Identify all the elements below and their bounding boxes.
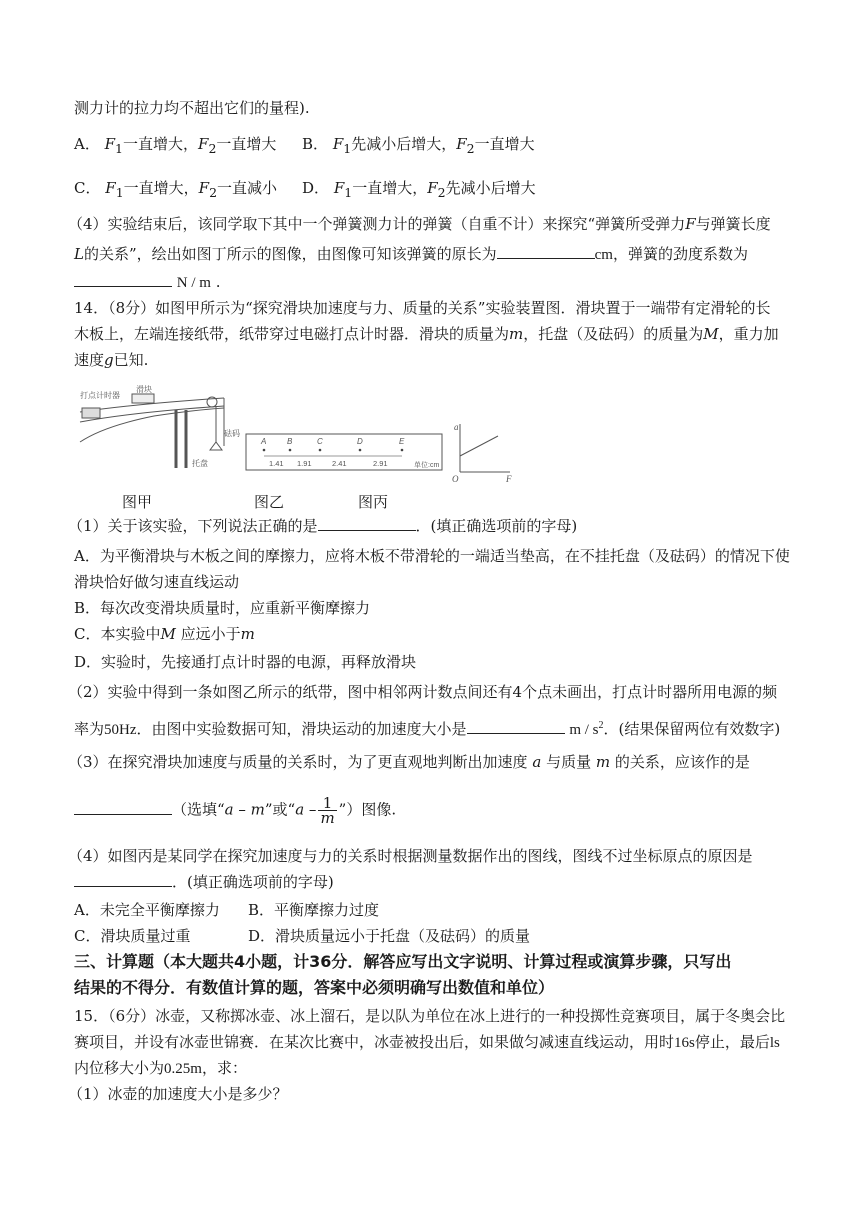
var: M [703, 325, 719, 343]
text: 内位移大小为 [74, 1059, 165, 1077]
option-expression: a – m [224, 800, 265, 819]
tape-distance-label: 1.91 [297, 459, 312, 468]
text: ”）图像. [338, 800, 397, 819]
sub: 1 [115, 141, 123, 156]
tape-distance-label: 1.41 [269, 459, 284, 468]
s4-options-ab [74, 900, 794, 920]
s1-stem [68, 516, 794, 536]
value: 0.25m [164, 1061, 202, 1077]
text: 滑块恰好做匀速直线运动 [74, 573, 240, 591]
text: 木板上，左端连接纸带，纸带穿过电磁打点计时器．滑块的质量为 [74, 325, 510, 343]
tape-distance-label: 2.91 [373, 459, 388, 468]
text-line [74, 98, 794, 118]
text: 结果的不得分．有数值计算的题，答案中必须明确写出数值和单位） [74, 978, 555, 997]
unit: cm [594, 247, 613, 263]
tape-point-label: C [317, 437, 323, 446]
tape-dot [289, 449, 292, 452]
text: 一直增大， [123, 179, 199, 197]
text: ，求： [201, 1059, 247, 1077]
var: F [198, 179, 210, 197]
section-heading-line-2 [74, 978, 794, 998]
s3-line-2 [74, 796, 794, 825]
option-row-ab [74, 134, 794, 159]
s4-line-2 [74, 872, 794, 892]
var: m [595, 753, 611, 771]
var: F [427, 179, 438, 197]
sub: 2 [466, 141, 475, 156]
q4-line-2 [74, 244, 794, 265]
answer-blank[interactable] [74, 272, 172, 287]
a-f-graph [452, 422, 512, 484]
option-label: A． [74, 135, 100, 153]
text: ，弹簧的劲度系数为 [612, 245, 748, 263]
var: M [160, 625, 176, 643]
graph-y-label: a [454, 422, 459, 432]
value: ls [769, 1035, 780, 1051]
s4-options-cd [74, 926, 794, 946]
text: （选填“ [172, 800, 225, 819]
text: ．由图中实验数据可知，滑块运动的加速度大小是 [136, 720, 467, 738]
value: 50Hz [104, 722, 137, 738]
q15-sub-1 [68, 1084, 794, 1104]
text: 的关系，应该作的是 [614, 753, 750, 771]
text: 先减小后增大， [351, 135, 457, 153]
text: 率为 [74, 720, 105, 738]
text: （4）实验结束后，该同学取下其中一个弹簧测力计的弹簧（自重不计）来探究“弹簧所受弹力 [68, 215, 686, 233]
tray-label: 托盘 [192, 459, 208, 468]
numerator: 1 [318, 796, 336, 811]
tape-dot [263, 449, 266, 452]
tape-point-label: E [399, 437, 405, 446]
option-a [74, 135, 277, 156]
text: 速度 [74, 351, 105, 369]
var: F [332, 135, 344, 153]
var: L [74, 245, 84, 263]
text: （2）实验中得到一条如图乙所示的纸带，图中相邻两计数点间还有4个点未画出，打点计时器所用电源的频 [68, 683, 778, 701]
option-label: D． [302, 179, 330, 197]
sub: 2 [208, 141, 217, 156]
graph-x-label: F [506, 474, 512, 484]
text: ”或“ [264, 800, 296, 819]
text: （4）如图丙是某同学在探究加速度与力的关系时根据测量数据作出的图线，图线不过坐标原点的原因是 [68, 847, 753, 865]
q15-line-1 [74, 1006, 794, 1026]
option-c: C．滑块质量过重 [74, 927, 191, 945]
var: F [198, 135, 209, 153]
q14-line-3 [74, 350, 794, 370]
text: B．每次改变滑块质量时，应重新平衡摩擦力 [74, 599, 371, 617]
tape-dot [319, 449, 322, 452]
sub: 2 [437, 185, 446, 200]
value: 16s [674, 1035, 695, 1051]
var: F [456, 135, 467, 153]
text: 一直增大， [352, 179, 428, 197]
var: g [104, 351, 114, 369]
var: m [509, 325, 524, 343]
fraction [318, 796, 336, 825]
timer-label: 打点计时器 [80, 391, 120, 400]
answer-blank[interactable] [467, 719, 565, 734]
var: F [105, 179, 116, 197]
text: ．(填正确选项前的字母) [172, 873, 334, 891]
unit: m / s [569, 722, 599, 738]
s1-option-b [74, 598, 794, 618]
caption-jia: 图甲 [122, 493, 153, 511]
text: 三、计算题（本大题共4小题，计36分．解答应写出文字说明、计算过程或演算步骤，只写出 [74, 952, 732, 971]
option-d: D．滑块质量远小于托盘（及砝码）的质量 [248, 927, 531, 945]
s1-option-a-line-1 [74, 546, 794, 566]
unit: N / m [176, 275, 211, 291]
text: （1）冰壶的加速度大小是多少？ [68, 1085, 288, 1103]
text: 先减小后增大 [445, 179, 536, 197]
option-row-cd [74, 178, 794, 203]
option-label: C． [74, 179, 101, 197]
text: （3）在探究滑块加速度与质量的关系时，为了更直观地判断出加速度 [68, 753, 528, 771]
text: 的关系”，绘出如图丁所示的图像，由图像可知该弹簧的原长为 [83, 245, 497, 263]
tape-dot [401, 449, 404, 452]
text: ．(填正确选项前的字母) [415, 517, 578, 535]
option-b: B．平衡摩擦力过度 [248, 901, 380, 919]
option-c [74, 179, 278, 200]
sub: 2 [209, 185, 218, 200]
var: a [532, 753, 542, 771]
text: A．为平衡滑块与木板之间的摩擦力，应将木板不带滑轮的一端适当垫高，在不挂托盘（及砝码）的情况下使 [74, 547, 790, 565]
sub: 1 [344, 185, 353, 200]
answer-blank[interactable] [497, 244, 595, 259]
text: 14．（8分）如图甲所示为“探究滑块加速度与力、质量的关系”实验装置图．滑块置于一端带有定滑轮的长 [74, 299, 771, 317]
text: 与质量 [546, 753, 592, 771]
answer-blank[interactable] [74, 872, 172, 887]
section-heading-line-1 [74, 952, 794, 972]
answer-blank[interactable] [318, 516, 416, 531]
text: 赛项目，并设有冰壶世锦赛．在某次比赛中，冰壶被投出后，如果做匀减速直线运动，用时 [74, 1033, 675, 1051]
text: 15．（6分）冰壶，又称掷冰壶、冰上溜石，是以队为单位在冰上进行的一种投掷性竞赛项目，属于冬奥会比 [74, 1007, 786, 1025]
text: 一直增大 [474, 135, 535, 153]
text: D．实验时，先接通打点计时器的电源，再释放滑块 [74, 653, 417, 671]
tape-dot [359, 449, 362, 452]
s1-option-c [74, 624, 794, 644]
option-a: A．未完全平衡摩擦力 [74, 901, 220, 919]
apparatus-figure [80, 384, 240, 468]
s2-line-1 [68, 682, 794, 702]
tape-point-label: B [287, 437, 293, 446]
q14-line-1 [74, 298, 794, 318]
caption-bing: 图丙 [358, 493, 389, 511]
tape-point-label: A [261, 437, 267, 446]
option-b [302, 134, 535, 159]
q4-line-3: N / m . [74, 272, 794, 293]
text: 停止，最后 [694, 1033, 770, 1051]
text: 一直增大 [216, 135, 277, 153]
option-expression: a – [295, 800, 317, 819]
text: 已知. [113, 351, 149, 369]
var: F [333, 179, 345, 197]
text: 应远小于 [180, 625, 241, 643]
var: F [685, 215, 696, 233]
text: 测力计的拉力均不超出它们的量程). [74, 99, 310, 117]
slider-label: 滑块 [136, 385, 152, 394]
paper-tape-figure [246, 434, 442, 470]
answer-blank[interactable] [74, 800, 172, 815]
experiment-figure [74, 384, 514, 484]
text: （1）关于该实验，下列说法正确的是 [68, 517, 318, 535]
text: ，重力加 [718, 325, 779, 343]
text: 一直减小 [217, 179, 278, 197]
weight-label: 砝码 [224, 429, 240, 438]
var: F [104, 135, 116, 153]
option-label: B． [302, 135, 329, 153]
text: C．本实验中 [74, 625, 161, 643]
text: ，托盘（及砝码）的质量为 [523, 325, 704, 343]
var: m [240, 625, 255, 643]
q15-line-3 [74, 1058, 794, 1079]
denominator: m [320, 809, 335, 827]
text: 一直增大， [123, 135, 199, 153]
s2-line-2 [74, 716, 794, 740]
graph-origin-label: O [452, 474, 459, 484]
s3-line-1 [68, 752, 794, 772]
q14-line-2 [74, 324, 794, 344]
text: ．(结果保留两位有效数字) [603, 720, 781, 738]
sub: 1 [115, 185, 124, 200]
caption-yi: 图乙 [254, 493, 285, 511]
sup: 2 [598, 720, 604, 731]
tape-point-label: D [357, 437, 363, 446]
q15-line-2 [74, 1032, 794, 1053]
s1-option-d [74, 652, 794, 672]
sub: 1 [343, 141, 352, 156]
text: 与弹簧长度 [695, 215, 771, 233]
q4-line-1 [68, 214, 794, 234]
s4-line-1 [68, 846, 794, 866]
tape-unit: 单位:cm [414, 462, 440, 469]
option-d [302, 178, 536, 203]
s1-option-a-line-2 [74, 572, 794, 592]
tape-distance-label: 2.41 [332, 459, 347, 468]
